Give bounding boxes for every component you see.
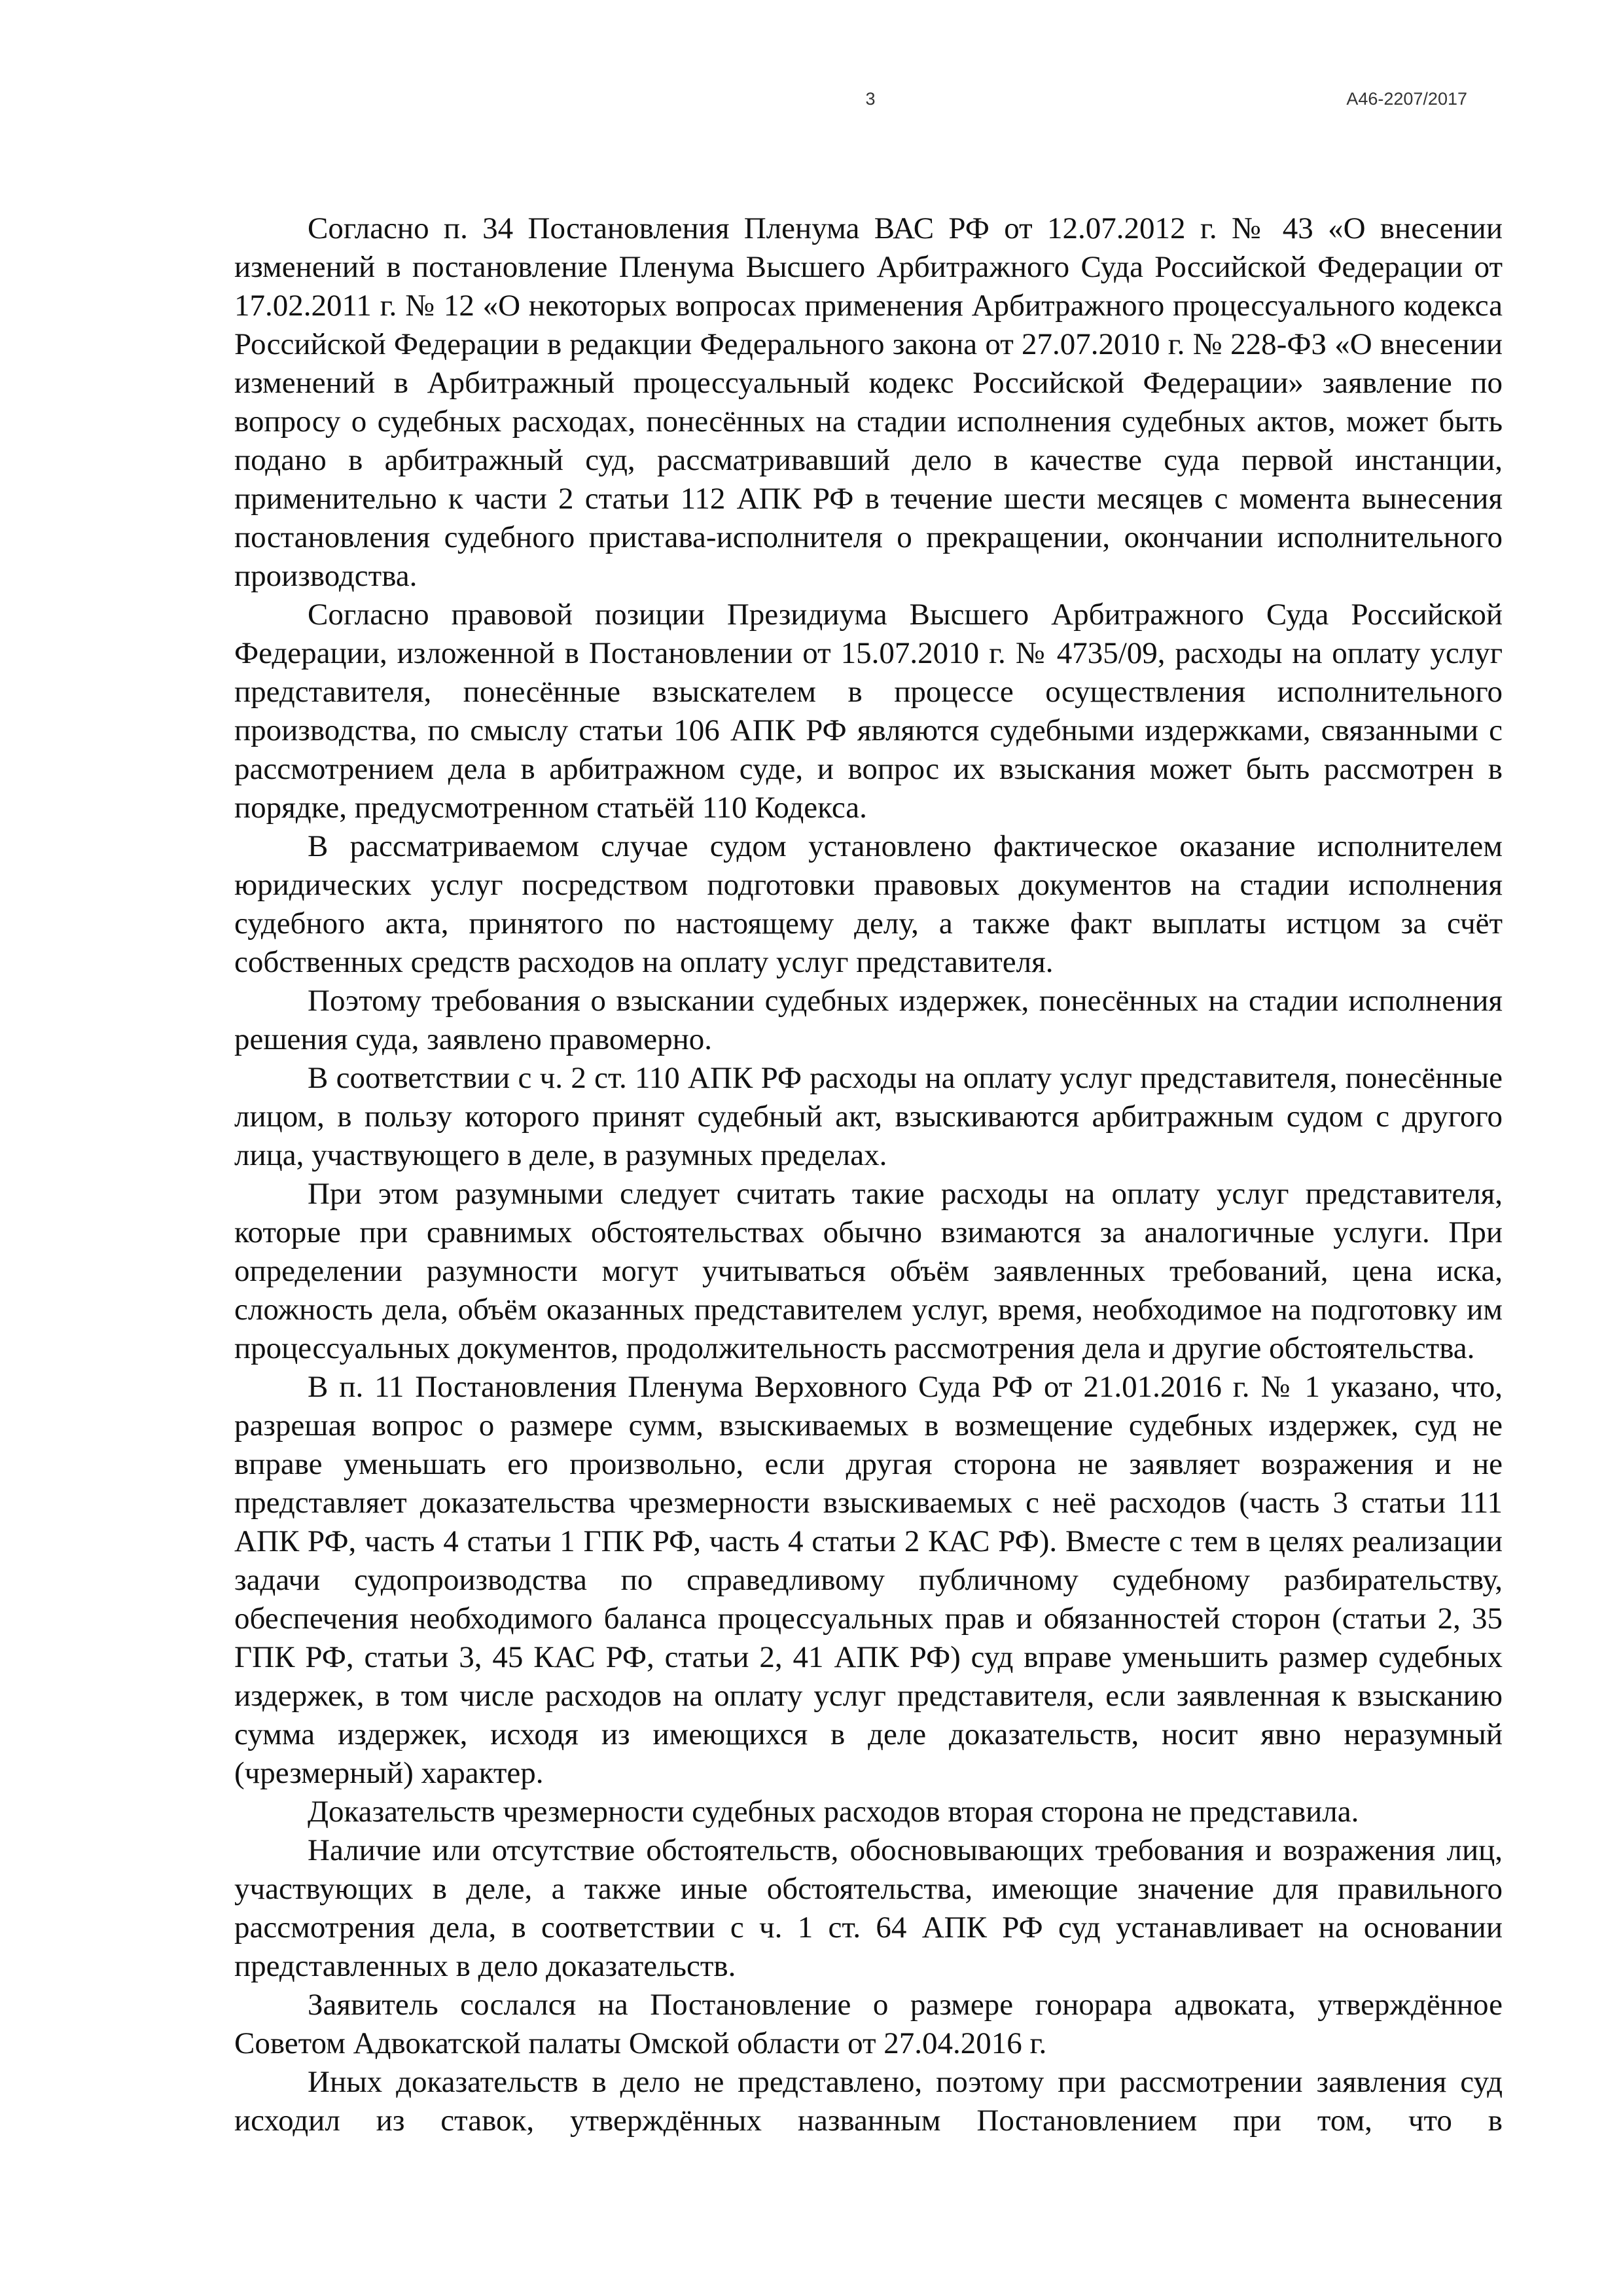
- paragraph-7: В п. 11 Постановления Пленума Верховного Суда РФ от 21.01.2016 г. № 1 указано, что, разрешая вопрос о размере сумм, взыскиваемых в возмещение судебных издержек, суд не вправе уменьшать его произвольно, если другая сторона не заявляет возражения и не представляет доказательства чрезмерности взыскиваемых с неё расходов (часть 3 статьи 111 АПК РФ, часть 4 статьи 1 ГПК РФ, часть 4 статьи 2 КАС РФ). Вместе с тем в целях реализации задачи судопроизводства по справедливому публичному судебному разбирательству, обеспечения необходимого баланса процессуальных прав и обязанностей сторон (статьи 2, 35 ГПК РФ, статьи 3, 45 КАС РФ, статьи 2, 41 АПК РФ) суд вправе уменьшить размер судебных издержек, в том числе расходов на оплату услуг представителя, если заявленная к взысканию сумма издержек, исходя из имеющихся в деле доказательств, носит явно неразумный (чрезмерный) характер.: [234, 1370, 1503, 1790]
- paragraph-10: Заявитель сослался на Постановление о размере гонорара адвоката, утверждённое Советом Адвокатской палаты Омской области от 27.04.2016 г.: [234, 1988, 1503, 2060]
- case-number: А46-2207/2017: [1346, 89, 1467, 109]
- page-number: 3: [865, 89, 876, 109]
- paragraph-3: В рассматриваемом случае судом установлено фактическое оказание исполнителем юридических услуг посредством подготовки правовых документов на стадии исполнения судебного акта, принятого по настоящему делу, а также факт выплаты истцом за счёт собственных средств расходов на оплату услуг представителя.: [234, 829, 1503, 979]
- paragraph-4: Поэтому требования о взыскании судебных издержек, понесённых на стадии исполнения решения суда, заявлено правомерно.: [234, 984, 1503, 1056]
- paragraph-11: Иных доказательств в дело не представлено, поэтому при рассмотрении заявления суд исходил из ставок, утверждённых названным Постановлением при том, что в: [234, 2065, 1503, 2138]
- document-body: [234, 209, 1503, 2140]
- paragraph-6: При этом разумными следует считать такие расходы на оплату услуг представителя, которые при сравнимых обстоятельствах обычно взимаются за аналогичные услуги. При определении разумности могут учитываться объём заявленных требований, цена иска, сложность дела, объём оказанных представителем услуг, время, необходимое на подготовку им процессуальных документов, продолжительность рассмотрения дела и другие обстоятельства.: [234, 1177, 1503, 1365]
- paragraph-8: Доказательств чрезмерности судебных расходов вторая сторона не представила.: [308, 1795, 1359, 1829]
- paragraph-5: В соответствии с ч. 2 ст. 110 АПК РФ расходы на оплату услуг представителя, понесённые лицом, в пользу которого принят судебный акт, взыскиваются арбитражным судом с другого лица, участвующего в деле, в разумных пределах.: [234, 1061, 1503, 1172]
- paragraph-2: Согласно правовой позиции Президиума Высшего Арбитражного Суда Российской Федерации, изложенной в Постановлении от 15.07.2010 г. № 4735/09, расходы на оплату услуг представителя, понесённые взыскателем в процессе осуществления исполнительного производства, по смыслу статьи 106 АПК РФ являются судебными издержками, связанными с рассмотрением дела в арбитражном суде, и вопрос их взыскания может быть рассмотрен в порядке, предусмотренном статьёй 110 Кодекса.: [234, 598, 1503, 825]
- paragraph-1: Согласно п. 34 Постановления Пленума ВАС РФ от 12.07.2012 г. № 43 «О внесении изменений в постановление Пленума Высшего Арбитражного Суда Российской Федерации от 17.02.2011 г. № 12 «О некоторых вопросах применения Арбитражного процессуального кодекса Российской Федерации в редакции Федерального закона от 27.07.2010 г. № 228-ФЗ «О внесении изменений в Арбитражный процессуальный кодекс Российской Федерации» заявление по вопросу о судебных расходах, понесённых на стадии исполнения судебных актов, может быть подано в арбитражный суд, рассматривавший дело в качестве суда первой инстанции, применительно к части 2 статьи 112 АПК РФ в течение шести месяцев с момента вынесения постановления судебного пристава-исполнителя о прекращении, окончании исполнительного производства.: [234, 211, 1503, 593]
- paragraph-9: Наличие или отсутствие обстоятельств, обосновывающих требования и возражения лиц, участвующих в деле, а также иные обстоятельства, имеющие значение для правильного рассмотрения дела, в соответствии с ч. 1 ст. 64 АПК РФ суд устанавливает на основании представленных в дело доказательств.: [234, 1833, 1503, 1983]
